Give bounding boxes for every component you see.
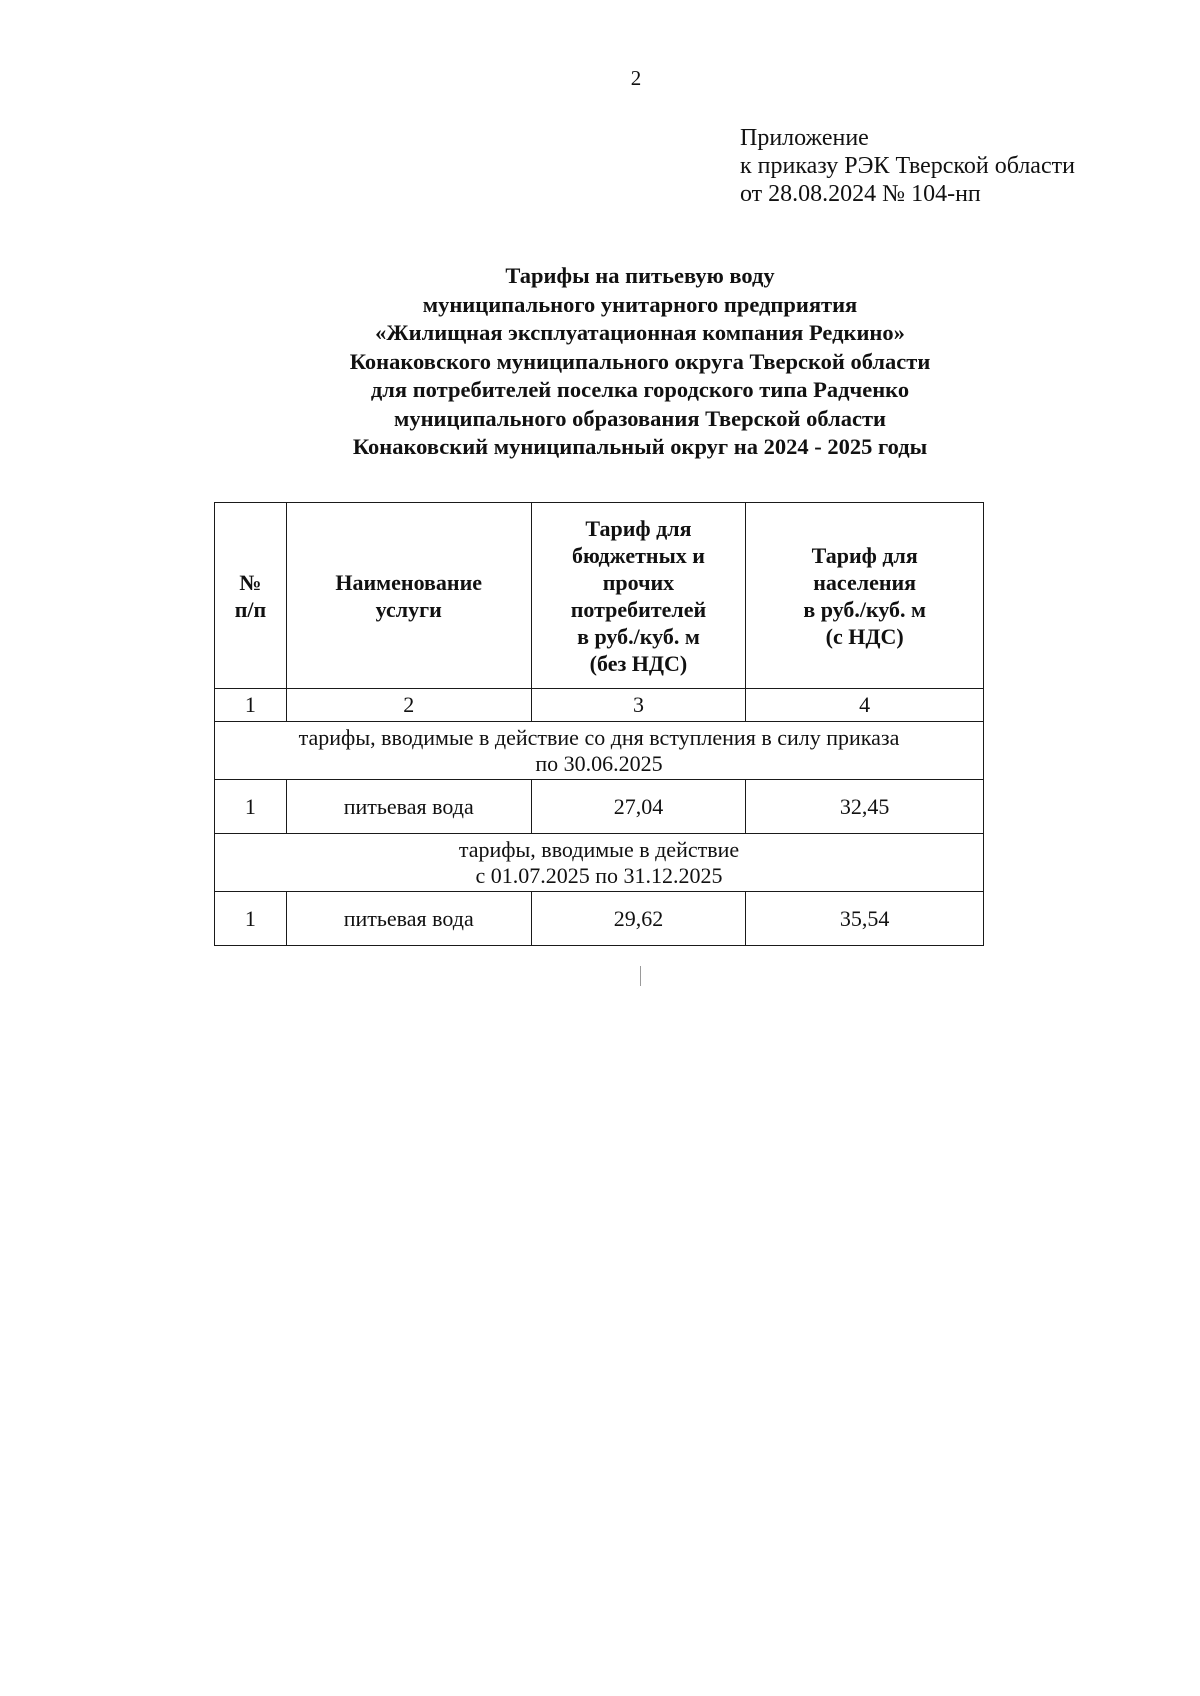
row-tariff-population: 35,54 xyxy=(746,892,984,946)
column-number: 4 xyxy=(746,689,984,722)
period-row xyxy=(215,834,984,892)
appendix-label: Приложение xyxy=(740,125,869,151)
column-number: 3 xyxy=(531,689,746,722)
title-line: Конаковский муниципальный округ на 2024 - 2025 годы xyxy=(352,434,928,459)
row-tariff-budget: 27,04 xyxy=(531,780,746,834)
table-row xyxy=(215,780,984,834)
table-header-row xyxy=(215,503,984,689)
header-tariff-budget: Тариф для бюджетных и прочих потребителей в руб./куб. м (без НДС) xyxy=(531,503,746,689)
header-tariff-population: Тариф для населения в руб./куб. м (с НДС) xyxy=(746,503,984,689)
appendix-reference xyxy=(740,124,1075,208)
column-number: 1 xyxy=(215,689,287,722)
row-tariff-budget: 29,62 xyxy=(531,892,746,946)
column-number: 2 xyxy=(286,689,531,722)
row-service: питьевая вода xyxy=(286,780,531,834)
header-number: № п/п xyxy=(215,503,287,689)
row-number: 1 xyxy=(215,780,287,834)
period-label: тарифы, вводимые в действие с 01.07.2025 по 31.12.2025 xyxy=(215,834,984,892)
row-tariff-population: 32,45 xyxy=(746,780,984,834)
header-service: Наименование услуги xyxy=(286,503,531,689)
row-service: питьевая вода xyxy=(286,892,531,946)
title-line: для потребителей поселка городского типа Радченко xyxy=(370,377,910,402)
document-title xyxy=(150,262,1130,462)
title-line: «Жилищная эксплуатационная компания Редкино» xyxy=(375,320,905,345)
appendix-date-number: от 28.08.2024 № 104-нп xyxy=(740,181,981,207)
period-label: тарифы, вводимые в действие со дня вступления в силу приказа по 30.06.2025 xyxy=(215,722,984,780)
column-number-row xyxy=(215,689,984,722)
title-line: муниципального унитарного предприятия xyxy=(422,291,858,317)
appendix-order: к приказу РЭК Тверской области xyxy=(740,153,1075,179)
title-line: Конаковского муниципального округа Тверской области xyxy=(349,348,931,374)
page-number: 2 xyxy=(630,66,642,90)
title-line: Тарифы на питьевую воду xyxy=(505,263,775,288)
title-line: муниципального образования Тверской области xyxy=(394,405,886,431)
period-row xyxy=(215,722,984,780)
tariff-table xyxy=(214,502,984,946)
row-number: 1 xyxy=(215,892,287,946)
scan-mark xyxy=(640,966,641,986)
table-row xyxy=(215,892,984,946)
